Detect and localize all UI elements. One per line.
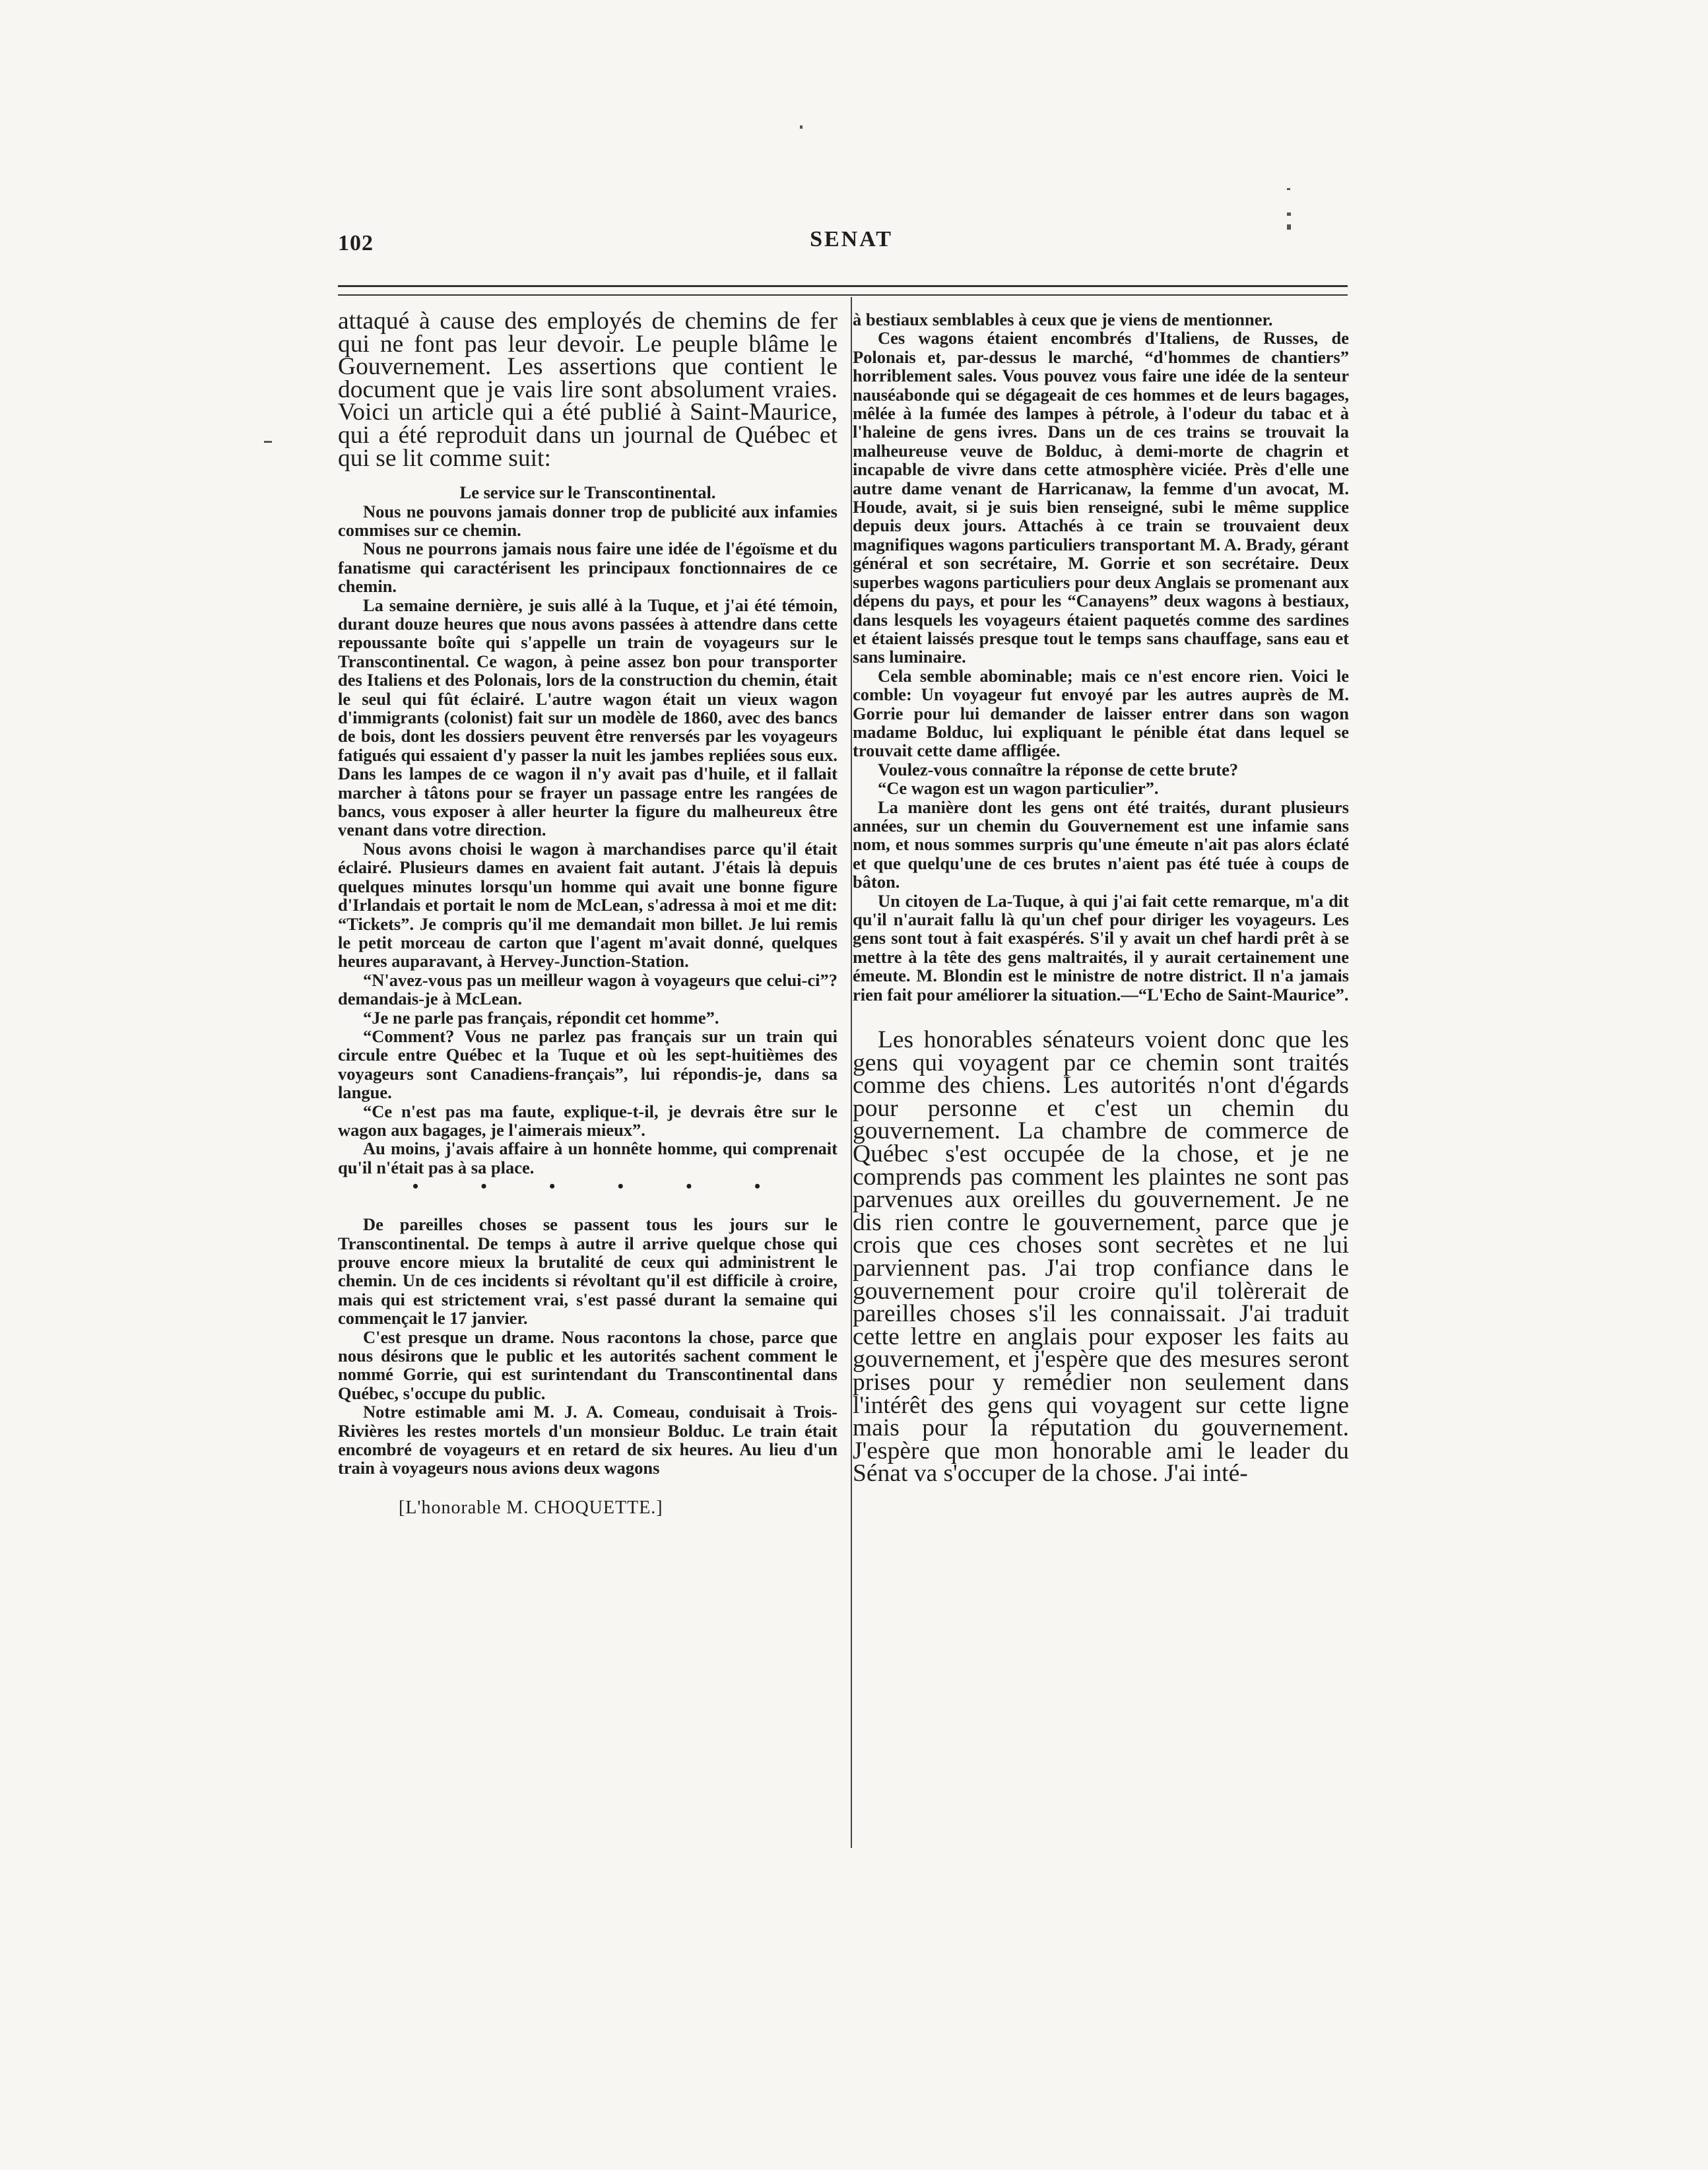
quote-paragraph: Voulez-vous connaître la réponse de cette brute?: [878, 759, 1239, 779]
quote-paragraph: “Ce wagon est un wagon particulier”.: [878, 778, 1159, 799]
quote-paragraph: De pareilles choses se passent tous les jours sur le Transcontinental. De temps à autre il arrive quelque chose qui prouve encore mieux la brutalité de ceux qui administrent le chemin. Un de ces incidents si révoltant qu'il est difficile à croire, mais qui est strictement vrai, s'est passé durant la semaine qui commençait le 17 janvier.: [338, 1214, 838, 1329]
scan-speck: [1287, 224, 1291, 230]
quote-paragraph: “N'avez-vous pas un meilleur wagon à voyageurs que celui-ci”? demandais-je à McLean.: [338, 970, 838, 1009]
quote-paragraph: Notre estimable ami M. J. A. Comeau, conduisait à Trois-Rivières les restes mortels d'un monsieur Bolduc. Le train était encombré de voyageurs et en retard de six heures. Au lieu d'un train à voyageurs nous avions deux wagons: [338, 1402, 838, 1478]
header-rule-thick: [338, 285, 1348, 287]
quote-paragraph: “Ce n'est pas ma faute, explique-t-il, je devrais être sur le wagon aux bagages, je l'aimerais mieux”.: [338, 1101, 838, 1140]
header-rule-thin: [338, 294, 1348, 296]
scan-speck: [1287, 188, 1290, 190]
left-column: [338, 310, 838, 1519]
quote-paragraph: C'est presque un drame. Nous racontons la chose, parce que nous désirons que le public et les autorités sachent comment le nommé Gorrie, qui est surintendant du Transcontinental dans Québec, s'occupe du public.: [338, 1327, 838, 1403]
quote-paragraph: Au moins, j'avais affaire à un honnête homme, qui comprenait qu'il n'était pas à sa place.: [338, 1138, 838, 1177]
speaker-attribution: [L'honorable M. CHOQUETTE.]: [399, 1497, 663, 1518]
quote-paragraph: “Comment? Vous ne parlez pas français sur un train qui circule entre Québec et la Tuque et où les sept-huitièmes des voyageurs sont Canadiens-français”, lui répondis-je, dans sa langue.: [338, 1026, 838, 1103]
quote-paragraph: Cela semble abominable; mais ce n'est encore rien. Voici le comble: Un voyageur fut envoyé par les autres auprès de M. Gorrie pour lui demander de laisser entrer dans son wagon madame Bolduc, lui expliquant le pénible état dans lequel se trouvait cette dame affligée.: [853, 665, 1349, 761]
scan-speck: [800, 125, 803, 129]
quote-paragraph: Nous ne pourrons jamais nous faire une idée de l'égoïsme et du fanatisme qui caractérisent les principaux fonctionnaires de ce chemin.: [338, 539, 838, 597]
quote-paragraph: Nous ne pouvons jamais donner trop de publicité aux infamies commises sur ce chemin.: [338, 501, 838, 540]
quote-paragraph: La manière dont les gens ont été traités, durant plusieurs années, sur un chemin du Gouvernement est une infamie sans nom, et nous sommes surpris qu'une émeute n'ait pas alors éclaté et que quelqu'une de ces brutes n'aient pas été tuée à coups de bâton.: [853, 797, 1349, 892]
right-column: [853, 310, 1349, 1486]
running-title: SENAT: [810, 227, 893, 251]
speech-paragraph: Les honorables sénateurs voient donc que les gens qui voyagent par ce chemin sont traités comme des chiens. Les autorités n'ont d'égards pour personne et c'est un chemin du gouvernement. La chambre de commerce de Québec s'est occupée de la chose, et je ne comprends pas comment les plaintes ne sont pas parvenues aux oreilles du gouvernement. Je ne dis rien contre le gouvernement, parce que je crois que ces choses sont secrètes et ne lui parviennent pas. J'ai trop confiance dans le gouvernement pour croire qu'il tolèrerait de pareilles choses s'il les connaissait. J'ai traduit cette lettre en anglais pour exposer les faits au gouvernement, et j'espère que des mesures seront prises pour y remédier non seulement dans l'intérêt des gens qui voyagent sur cette ligne mais pour la réputation du gouvernement. J'espère que mon honorable ami le leader du Sénat va s'occuper de la chose. J'ai inté-: [853, 1026, 1349, 1488]
column-divider: [851, 297, 852, 1848]
page-number: 102: [338, 231, 374, 255]
scan-speck: [264, 441, 272, 443]
quote-paragraph: La semaine dernière, je suis allé à la Tuque, et j'ai été témoin, durant douze heures que nous avons passées à attendre dans cette repoussante boîte qui s'appelle un train de voyageurs sur le Transcontinental. Ce wagon, à peine assez bon pour transporter des Italiens et des Polonais, lors de la construction du chemin, était le seul qui fût éclairé. L'autre wagon était un vieux wagon d'immigrants (colonist) fait sur un modèle de 1860, avec des bancs de bois, dont les dossiers peuvent être renversés par les voyageurs fatigués qui essaient d'y passer la nuit les jambes repliées sous eux. Dans les lampes de ce wagon il n'y avait pas d'huile, et il fallait marcher à tâtons pour se frayer un passage entre les rangées de bancs, vous exposer à aller heurter la figure du malheureux être venant dans votre direction.: [338, 595, 838, 840]
quote-paragraph: Ces wagons étaient encombrés d'Italiens, de Russes, de Polonais et, par-dessus le marché, “d'hommes de chantiers” horriblement sales. Vous pouvez vous faire une idée de la senteur nauséabonde qui se dégageait de ces hommes et de leurs bagages, mêlée à la fumée des lampes à pétrole, à l'odeur du tabac et à l'haleine de gens ivres. Dans un de ces trains se trouvait la malheureuse veuve de Bolduc, à demi-morte de chagrin et incapable de vivre dans cette atmosphère viciée. Près d'elle une autre dame venant de Harricanaw, la femme d'un avocat, M. Houde, avait, si je suis bien renseigné, subi le même supplice depuis deux jours. Attachés à ce train se trouvaient deux magnifiques wagons particuliers transportant M. A. Brady, gérant général et son secrétaire, M. Gorrie et son secrétaire. Deux superbes wagons particuliers pour deux Anglais se promenant aux dépens du pays, et pour les “Canayens” deux wagons à bestiaux, dans lesquels les voyageurs étaient paquetés comme des sardines et étaient laissés presque tout le temps sans chauffage, sans eau et sans luminaire.: [853, 328, 1349, 667]
quote-paragraph: Nous avons choisi le wagon à marchandises parce qu'il était éclairé. Plusieurs dames en avaient fait autant. J'étais là depuis quelques minutes lorsqu'un homme qui avait une bonne figure d'Irlandais et portait le nom de McLean, s'adressa à moi et me dit: “Tickets”. Je compris qu'il me demandait mon billet. Je lui remis le petit morceau de carton que l'agent m'avait donné, quelques heures auparavant, à Hervey-Junction-Station.: [338, 838, 838, 971]
quote-paragraph: Un citoyen de La-Tuque, à qui j'ai fait cette remarque, m'a dit qu'il n'aurait fallu là qu'un chef pour diriger les voyageurs. Les gens sont tout à fait exaspérés. S'il y avait un chef hardi prêt à se mettre à la tête des gens maltraités, il y aurait certainement une émeute. M. Blondin est le ministre de notre district. Il n'a jamais rien fait pour améliorer la situation.—“L'Echo de Saint-Maurice”.: [853, 890, 1349, 1004]
quote-title: Le service sur le Transcontinental.: [459, 482, 716, 503]
scan-speck: [1287, 213, 1291, 216]
ellipsis-dots: • • • • • •: [412, 1177, 790, 1197]
quote-paragraph: “Je ne parle pas français, répondit cet homme”.: [363, 1007, 719, 1028]
quote-paragraph: à bestiaux semblables à ceux que je viens de mentionner.: [853, 310, 1273, 329]
intro-paragraph: attaqué à cause des employés de chemins de fer qui ne font pas leur devoir. Le peuple blâme le Gouvernement. Les assertions que contient le document que je vais lire sont absolument vraies. Voici un article qui a été publié à Saint-Maurice, qui a été reproduit dans un journal de Québec et qui se lit comme suit:: [338, 308, 838, 472]
